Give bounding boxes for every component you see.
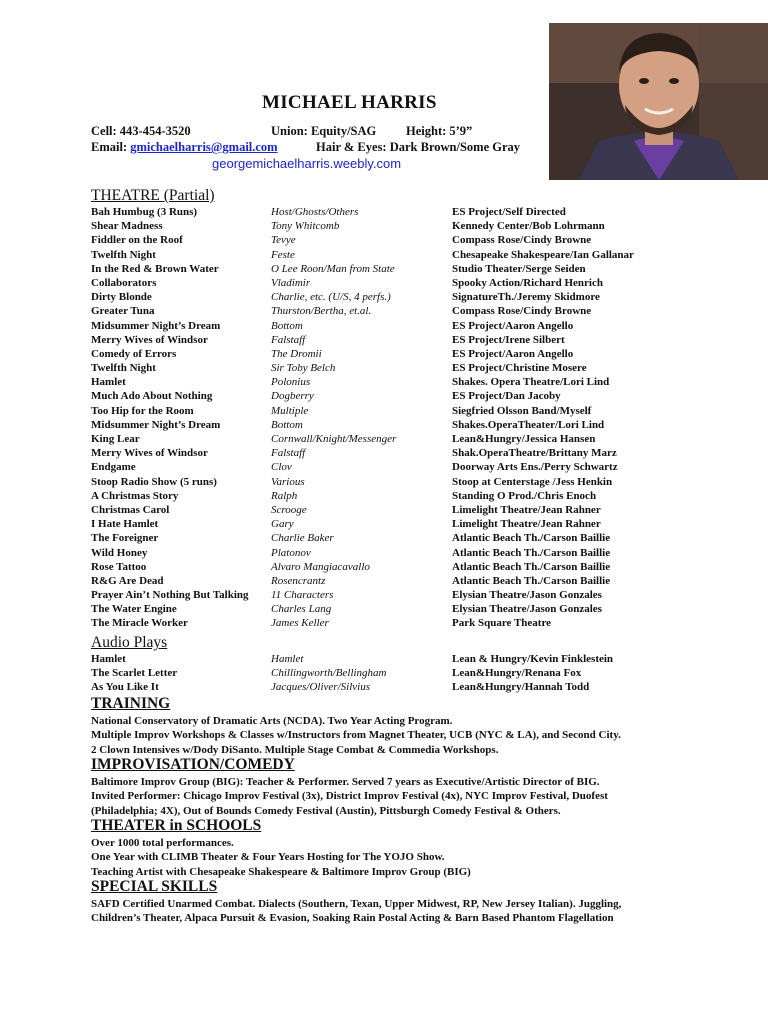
credit-company: Limelight Theatre/Jean Rahner <box>452 503 601 516</box>
credit-company: Park Square Theatre <box>452 617 552 630</box>
credit-company: Standing O Prod./Chris Enoch <box>452 489 597 502</box>
credit-role: Thurston/Bertha, et.al. <box>271 305 372 318</box>
improv-line: Baltimore Improv Group (BIG): Teacher & Performer. Served 7 years as Executive/Artistic Director of BIG. <box>91 776 600 788</box>
credit-row <box>91 206 671 220</box>
credit-company: ES Project/Christine Mosere <box>452 362 587 375</box>
training-line: Multiple Improv Workshops & Classes w/Instructors from Magnet Theater, UCB (NYC & LA), and Second City. <box>91 729 621 742</box>
credit-show: Greater Tuna <box>91 305 155 318</box>
credit-show: Merry Wives of Windsor <box>91 447 208 460</box>
credit-show: King Lear <box>91 433 140 445</box>
credit-company: Lean&Hungry/Jessica Hansen <box>452 433 596 445</box>
credit-row <box>91 575 671 589</box>
union-status: Union: Equity/SAG <box>271 124 377 138</box>
credit-row <box>91 348 671 362</box>
credit-company: ES Project/Aaron Angello <box>452 319 574 332</box>
credit-role: Clov <box>271 461 292 474</box>
credit-company: Atlantic Beach Th./Carson Baillie <box>452 546 611 559</box>
credit-row <box>91 234 671 248</box>
cell-phone: Cell: 443-454-3520 <box>91 124 191 138</box>
credit-row <box>91 433 671 447</box>
credit-row <box>91 461 671 475</box>
credit-show: Dirty Blonde <box>91 291 152 304</box>
credit-show: I Hate Hamlet <box>91 518 159 531</box>
credit-company: Shakes.OperaTheater/Lori Lind <box>452 418 605 431</box>
credit-row <box>91 476 671 490</box>
email-label: Email: <box>91 140 128 154</box>
credit-company: Elysian Theatre/Jason Gonzales <box>452 603 602 616</box>
credit-show: Hamlet <box>91 376 126 389</box>
credit-company: Siegfried Olsson Band/Myself <box>452 404 592 417</box>
credit-role: Tony Whitcomb <box>271 220 340 233</box>
audio-heading: Audio Plays <box>91 634 168 651</box>
credit-show: The Scarlet Letter <box>91 667 178 680</box>
credit-role: Host/Ghosts/Others <box>271 206 359 218</box>
credit-role: James Keller <box>271 617 329 630</box>
credit-row <box>91 376 671 390</box>
credit-show: Wild Honey <box>91 546 148 559</box>
credit-show: Comedy of Errors <box>91 347 177 360</box>
credit-row <box>91 320 671 334</box>
credit-company: ES Project/Irene Silbert <box>452 333 565 346</box>
credit-role: Polonius <box>271 376 311 389</box>
credit-show: Collaborators <box>91 276 157 289</box>
credit-role: Hamlet <box>271 653 304 665</box>
skills-section <box>91 897 671 926</box>
credit-company: Lean&Hungry/Hannah Todd <box>452 681 590 694</box>
credit-role: Bottom <box>271 319 303 332</box>
improv-section <box>91 775 671 818</box>
credit-row <box>91 447 671 461</box>
credit-company: Lean&Hungry/Renana Fox <box>452 667 582 680</box>
credit-role: Ralph <box>271 489 298 502</box>
credit-show: The Foreigner <box>91 532 159 545</box>
credit-show: The Miracle Worker <box>91 617 188 630</box>
credit-role: Alvaro Mangiacavallo <box>271 560 370 573</box>
credit-row <box>91 334 671 348</box>
credit-row <box>91 653 671 667</box>
credit-row <box>91 532 671 546</box>
credit-show: As You Like It <box>91 681 159 694</box>
credit-role: Cornwall/Knight/Messenger <box>271 433 397 445</box>
credit-show: Midsummer Night’s Dream <box>91 418 221 431</box>
credit-company: SignatureTh./Jeremy Skidmore <box>452 291 600 304</box>
credit-role: Scrooge <box>271 503 307 516</box>
credit-row <box>91 305 671 319</box>
credit-role: Charles Lang <box>271 603 332 616</box>
schools-line: One Year with CLIMB Theater & Four Years Hosting for The YOJO Show. <box>91 851 445 864</box>
credit-show: Hamlet <box>91 653 126 665</box>
credit-show: Stoop Radio Show (5 runs) <box>91 475 217 488</box>
credit-role: Falstaff <box>271 447 306 460</box>
credit-show: The Water Engine <box>91 603 177 616</box>
credit-company: Studio Theater/Serge Seiden <box>452 262 586 275</box>
credit-show: Shear Madness <box>91 220 163 233</box>
credit-company: Shakes. Opera Theatre/Lori Lind <box>452 376 610 389</box>
theatre-credits <box>91 206 671 632</box>
training-line: National Conservatory of Dramatic Arts (NCDA). Two Year Acting Program. <box>91 715 453 727</box>
credit-show: Endgame <box>91 461 136 474</box>
credit-show: Twelfth Night <box>91 248 156 261</box>
credit-role: Platonov <box>271 546 311 559</box>
credit-company: Atlantic Beach Th./Carson Baillie <box>452 574 611 587</box>
credit-role: Falstaff <box>271 333 306 346</box>
credit-role: Various <box>271 475 305 488</box>
schools-heading: THEATER in SCHOOLS <box>91 817 262 834</box>
credit-role: Feste <box>271 248 295 261</box>
skills-line: SAFD Certified Unarmed Combat. Dialects (Southern, Texan, Upper Midwest, RP, New Jersey Italian). Juggling, Children’s Theater, Alpaca Pursuit & Evasion, Soaking Rain Postal Acting & Barn Based Phantom Flagellation <box>91 898 622 925</box>
credit-role: Tevye <box>271 234 296 247</box>
schools-section <box>91 836 671 879</box>
credit-company: Compass Rose/Cindy Browne <box>452 305 592 318</box>
credit-company: Spooky Action/Richard Henrich <box>452 276 603 289</box>
credit-company: Compass Rose/Cindy Browne <box>452 234 592 247</box>
credit-row <box>91 561 671 575</box>
skills-heading: SPECIAL SKILLS <box>91 878 218 895</box>
credit-role: Bottom <box>271 418 303 431</box>
credit-company: Limelight Theatre/Jean Rahner <box>452 518 601 531</box>
credit-role: Rosencrantz <box>271 574 326 587</box>
audio-credits <box>91 653 671 696</box>
credit-company: Atlantic Beach Th./Carson Baillie <box>452 532 611 545</box>
credit-role: O Lee Roon/Man from State <box>271 262 395 275</box>
credit-company: Shak.OperaTheatre/Brittany Marz <box>452 447 617 460</box>
schools-line: Teaching Artist with Chesapeake Shakespeare & Baltimore Improv Group (BIG) <box>91 865 471 878</box>
credit-row <box>91 220 671 234</box>
website-link[interactable]: georgemichaelharris.weebly.com <box>212 156 402 171</box>
credit-role: 11 Characters <box>271 589 334 602</box>
credit-show: Twelfth Night <box>91 362 156 375</box>
credit-company: ES Project/Aaron Angello <box>452 347 574 360</box>
credit-row <box>91 249 671 263</box>
credit-row <box>91 518 671 532</box>
credit-role: The Dromii <box>271 347 322 360</box>
credit-show: R&G Are Dead <box>91 574 164 587</box>
credit-company: ES Project/Self Directed <box>452 206 566 218</box>
improv-line: Invited Performer: Chicago Improv Festival (3x), District Improv Festival (4x), NYC Improv Festival, Duofest (Philadelphia; 4X), Out of Bounds Comedy Festival (Austin), Pittsburgh Comedy Festival & Others. <box>91 790 608 817</box>
credit-show: Bah Humbug (3 Runs) <box>91 206 198 218</box>
email-line <box>91 140 278 155</box>
credit-row <box>91 390 671 404</box>
credit-row <box>91 617 671 631</box>
credit-show: Merry Wives of Windsor <box>91 333 208 346</box>
credit-role: Sir Toby Belch <box>271 362 336 375</box>
training-section <box>91 714 671 757</box>
credit-row <box>91 589 671 603</box>
credit-show: Rose Tattoo <box>91 560 147 573</box>
credit-role: Charlie, etc. (U/S, 4 perfs.) <box>271 291 391 304</box>
credit-role: Chillingworth/Bellingham <box>271 667 387 680</box>
training-heading: TRAINING <box>91 695 171 712</box>
headshot-illustration <box>549 23 768 180</box>
credit-row <box>91 405 671 419</box>
credit-row <box>91 362 671 376</box>
credit-row <box>91 603 671 617</box>
headshot-photo <box>549 23 768 180</box>
credit-role: Dogberry <box>271 390 314 403</box>
credit-row <box>91 681 671 695</box>
credit-role: Gary <box>271 518 294 531</box>
credit-company: Atlantic Beach Th./Carson Baillie <box>452 560 611 573</box>
credit-show: Midsummer Night’s Dream <box>91 319 221 332</box>
credit-row <box>91 291 671 305</box>
credit-role: Charlie Baker <box>271 532 334 545</box>
credit-row <box>91 277 671 291</box>
credit-role: Multiple <box>271 404 309 417</box>
credit-show: In the Red & Brown Water <box>91 262 219 275</box>
credit-show: Too Hip for the Room <box>91 404 194 417</box>
credit-row <box>91 667 671 681</box>
credit-show: Prayer Ain’t Nothing But Talking <box>91 589 249 602</box>
credit-show: A Christmas Story <box>91 489 179 502</box>
credit-show: Christmas Carol <box>91 503 170 516</box>
credit-company: Elysian Theatre/Jason Gonzales <box>452 589 602 602</box>
improv-heading: IMPROVISATION/COMEDY <box>91 756 295 773</box>
height: Height: 5’9” <box>406 124 473 138</box>
credit-show: Fiddler on the Roof <box>91 234 183 247</box>
credit-row <box>91 504 671 518</box>
credit-row <box>91 419 671 433</box>
hair-eyes: Hair & Eyes: Dark Brown/Some Gray <box>316 140 521 154</box>
credit-company: Doorway Arts Ens./Perry Schwartz <box>452 461 618 474</box>
credit-company: Lean & Hungry/Kevin Finklestein <box>452 653 614 665</box>
credit-role: Jacques/Oliver/Silvius <box>271 681 370 694</box>
training-line: 2 Clown Intensives w/Dody DiSanto. Multiple Stage Combat & Commedia Workshops. <box>91 743 499 756</box>
credit-row <box>91 263 671 277</box>
credit-role: Vladimir <box>271 276 311 289</box>
credit-company: Stoop at Centerstage /Jess Henkin <box>452 475 613 488</box>
credit-row <box>91 547 671 561</box>
schools-line: Over 1000 total performances. <box>91 837 234 849</box>
credit-company: Chesapeake Shakespeare/Ian Gallanar <box>452 248 634 261</box>
credit-company: Kennedy Center/Bob Lohrmann <box>452 220 605 233</box>
credit-show: Much Ado About Nothing <box>91 390 213 403</box>
theatre-heading: THEATRE (Partial) <box>91 187 215 204</box>
actor-name: MICHAEL HARRIS <box>262 92 437 113</box>
email-link[interactable]: gmichaelharris@gmail.com <box>130 140 278 154</box>
credit-row <box>91 490 671 504</box>
credit-company: ES Project/Dan Jacoby <box>452 390 561 403</box>
